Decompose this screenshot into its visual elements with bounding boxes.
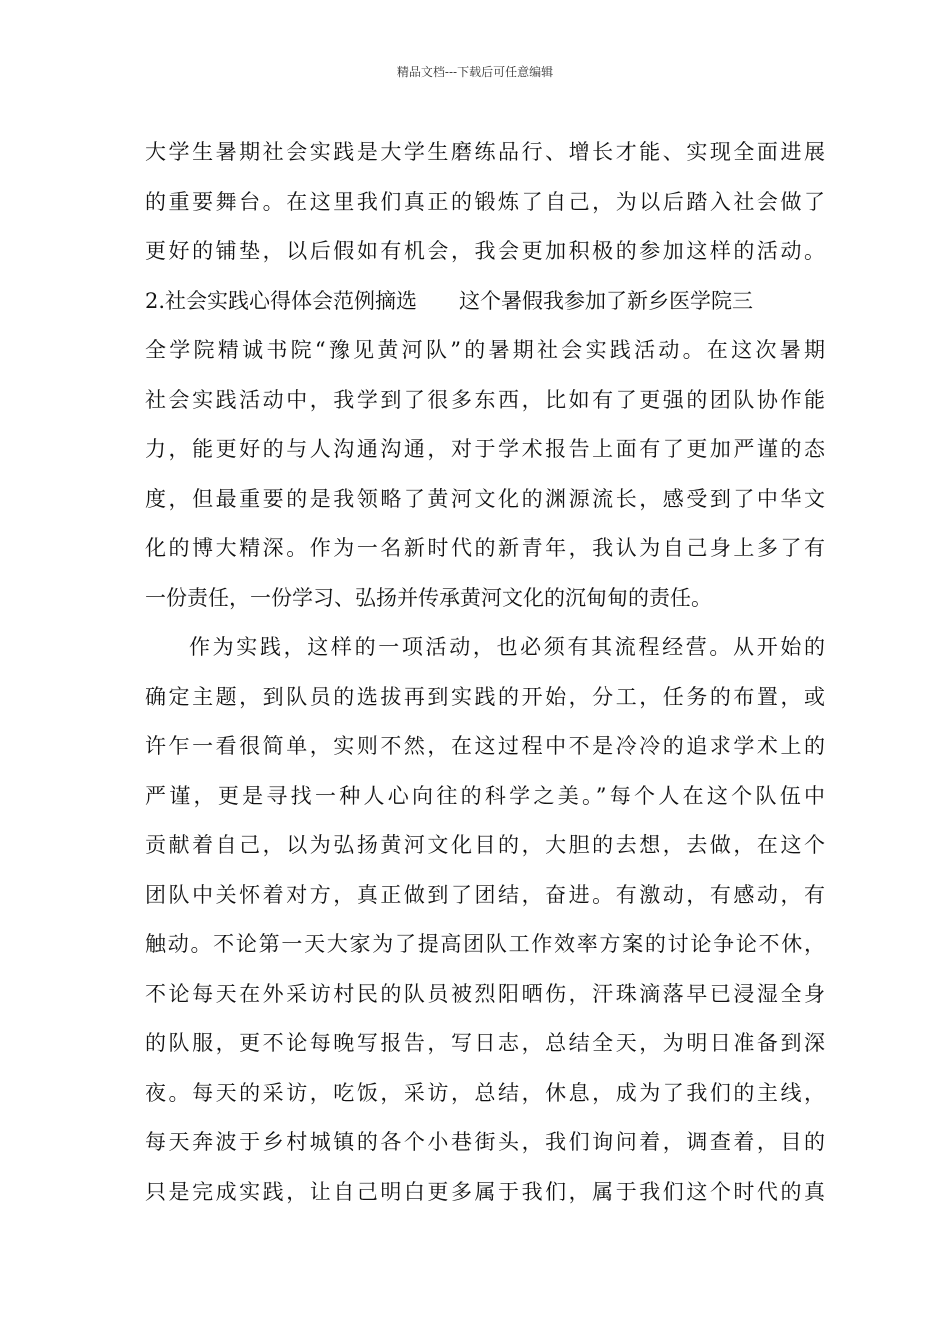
section-heading-line: 2.社会实践心得体会范例摘选 这个暑假我参加了新乡医学院三 [145, 288, 754, 313]
text-line: 社会实践活动中，我学到了很多东西，比如有了更强的团队协作能 [145, 387, 825, 412]
text-line: 化的博大精深。作为一名新时代的新青年，我认为自己身上多了有 [145, 536, 825, 560]
text-line: 一份责任，一份学习、弘扬并传承黄河文化的沉甸甸的责任。 [145, 585, 712, 610]
text-line: 全学院精诚书院“豫见黄河队”的暑期社会实践活动。在这次暑期 [145, 338, 825, 362]
text-line: 夜。每天的采访，吃饭，采访，总结，休息，成为了我们的主线， [145, 1080, 825, 1105]
text-line: 每天奔波于乡村城镇的各个小巷街头，我们询问着，调查着，目的 [145, 1130, 825, 1154]
text-line: 严谨，更是寻找一种人心向往的科学之美。”每个人在这个队伍中 [145, 783, 825, 808]
text-line: 度，但最重要的是我领略了黄河文化的渊源流长，感受到了中华文 [145, 486, 825, 511]
text-line: 只是完成实践，让自己明白更多属于我们，属于我们这个时代的真 [145, 1179, 825, 1204]
text-line: 的队服，更不论每晚写报告，写日志，总结全天，为明日准备到深 [145, 1031, 825, 1055]
page-header: 精品文档---下载后可任意编辑 [396, 65, 554, 79]
paragraph-first-line: 作为实践，这样的一项活动，也必须有其流程经营。从开始的 [189, 635, 825, 659]
text-line: 贡献着自己，以为弘扬黄河文化目的，大胆的去想，去做，在这个 [145, 833, 825, 857]
text-line: 团队中关怀着对方，真正做到了团结，奋进。有激动，有感动，有 [145, 882, 825, 907]
text-line: 更好的铺垫，以后假如有机会，我会更加积极的参加这样的活动。 [145, 239, 825, 263]
text-line: 力，能更好的与人沟通沟通，对于学术报告上面有了更加严谨的态 [145, 437, 825, 461]
text-line: 大学生暑期社会实践是大学生磨练品行、增长才能、实现全面进展 [145, 140, 825, 164]
text-line: 触动。不论第一天大家为了提高团队工作效率方案的讨论争论不休， [145, 932, 825, 956]
text-line: 不论每天在外采访村民的队员被烈阳晒伤，汗珠滴落早已浸湿全身 [145, 981, 825, 1006]
text-line: 的重要舞台。在这里我们真正的锻炼了自己，为以后踏入社会做了 [145, 189, 825, 214]
body-text [145, 128, 825, 1217]
text-line: 许乍一看很简单，实则不然，在这过程中不是冷冷的追求学术上的 [145, 734, 825, 758]
text-line: 确定主题，到队员的选拔再到实践的开始，分工，任务的布置，或 [145, 684, 825, 709]
